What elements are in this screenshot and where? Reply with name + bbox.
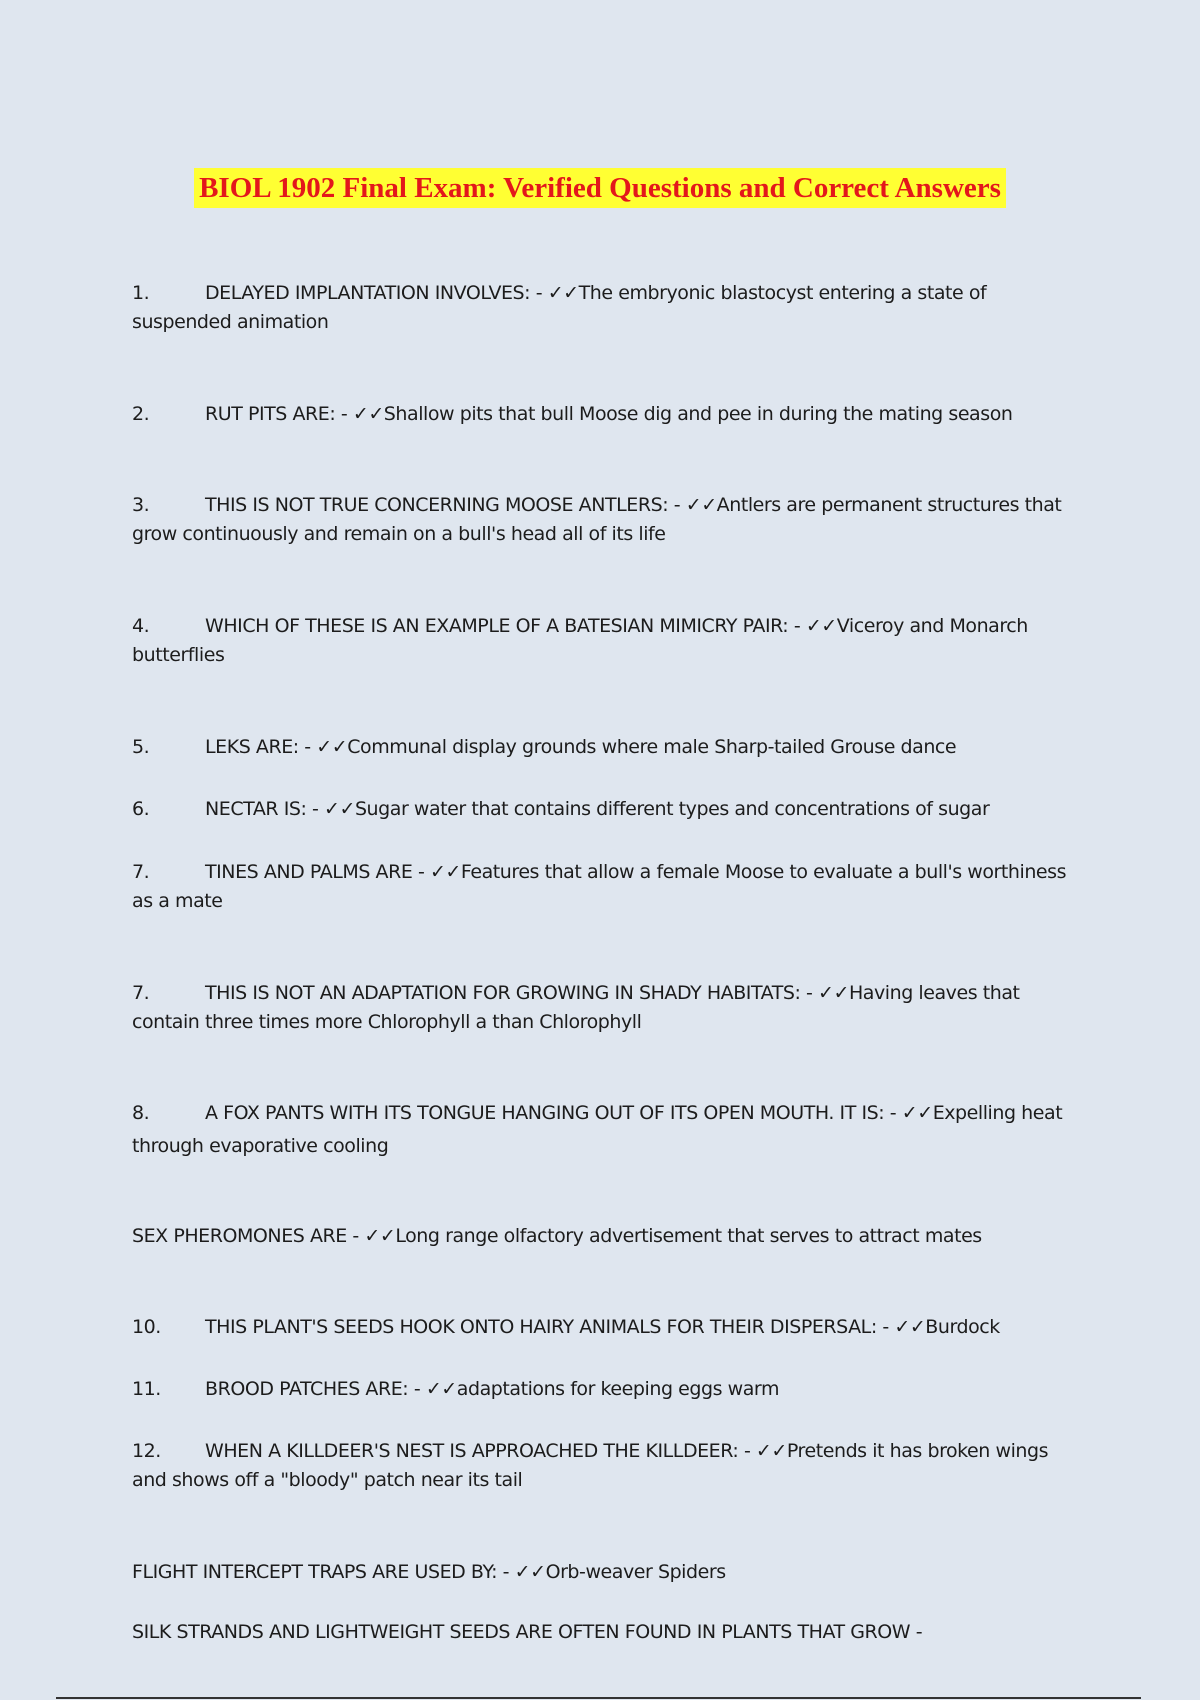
item-text: DELAYED IMPLANTATION INVOLVES: - ✓✓The embryonic blastocyst entering a state of suspended animation <box>132 282 987 333</box>
item-text: THIS IS NOT TRUE CONCERNING MOOSE ANTLERS: - ✓✓Antlers are permanent structures that grow continuously and remain on a bull's head all of its life <box>132 494 1062 545</box>
qa-item-11 <box>132 1375 1067 1404</box>
item-text: WHEN A KILLDEER'S NEST IS APPROACHED THE KILLDEER: - ✓✓Pretends it has broken wings and shows off a "bloody" patch near its tail <box>132 1440 1049 1491</box>
document-title: BIOL 1902 Final Exam: Verified Questions and Correct Answers <box>194 168 1006 208</box>
item-text: THIS PLANT'S SEEDS HOOK ONTO HAIRY ANIMALS FOR THEIR DISPERSAL: - ✓✓Burdock <box>205 1316 1000 1338</box>
item-text: TINES AND PALMS ARE - ✓✓Features that allow a female Moose to evaluate a bull's worthiness as a mate <box>132 861 1067 912</box>
page-bottom-rule <box>56 1697 1141 1699</box>
item-text: NECTAR IS: - ✓✓Sugar water that contains different types and concentrations of sugar <box>205 798 990 820</box>
item-number: 5. <box>132 736 150 758</box>
item-number: 4. <box>132 615 150 637</box>
item-number: 6. <box>132 798 150 820</box>
item-text: SILK STRANDS AND LIGHTWEIGHT SEEDS ARE OFTEN FOUND IN PLANTS THAT GROW - <box>132 1621 923 1643</box>
item-number: 11. <box>132 1378 161 1400</box>
item-text: FLIGHT INTERCEPT TRAPS ARE USED BY: - ✓✓Orb-weaver Spiders <box>132 1561 726 1583</box>
qa-item-10 <box>132 1313 1067 1342</box>
item-text: LEKS ARE: - ✓✓Communal display grounds where male Sharp-tailed Grouse dance <box>205 736 957 758</box>
qa-item-flight-traps <box>132 1558 1067 1587</box>
item-text: SEX PHEROMONES ARE - ✓✓Long range olfactory advertisement that serves to attract mates <box>132 1225 982 1247</box>
qa-item-2 <box>132 400 1067 429</box>
item-number: 7. <box>132 982 150 1004</box>
item-number: 2. <box>132 403 150 425</box>
qa-item-12 <box>132 1437 1067 1495</box>
qa-item-7 <box>132 858 1067 916</box>
qa-item-silk-strands <box>132 1618 1067 1647</box>
qa-item-8 <box>132 1097 1067 1163</box>
qa-item-6 <box>132 795 1067 824</box>
item-text: BROOD PATCHES ARE: - ✓✓adaptations for keeping eggs warm <box>205 1378 780 1400</box>
item-number: 7. <box>132 861 150 883</box>
qa-item-4 <box>132 612 1067 670</box>
qa-item-3 <box>132 491 1067 549</box>
item-number: 1. <box>132 282 150 304</box>
qa-item-7b <box>132 979 1067 1037</box>
item-number: 3. <box>132 494 150 516</box>
item-text: THIS IS NOT AN ADAPTATION FOR GROWING IN SHADY HABITATS: - ✓✓Having leaves that contain three times more Chlorophyll a than Chlorophyll <box>132 982 1020 1033</box>
item-number: 10. <box>132 1316 161 1338</box>
item-number: 12. <box>132 1440 161 1462</box>
qa-item-sex-pheromones <box>132 1222 1067 1251</box>
qa-item-5 <box>132 733 1067 762</box>
qa-item-1 <box>132 279 1067 337</box>
item-number: 8. <box>132 1102 150 1124</box>
item-text: RUT PITS ARE: - ✓✓Shallow pits that bull Moose dig and pee in during the mating season <box>205 403 1013 425</box>
item-text: WHICH OF THESE IS AN EXAMPLE OF A BATESIAN MIMICRY PAIR: - ✓✓Viceroy and Monarch butterflies <box>132 615 1028 666</box>
item-text: A FOX PANTS WITH ITS TONGUE HANGING OUT OF ITS OPEN MOUTH. IT IS: - ✓✓Expelling heat through evaporative cooling <box>132 1102 1063 1157</box>
title-wrap <box>0 168 1200 208</box>
